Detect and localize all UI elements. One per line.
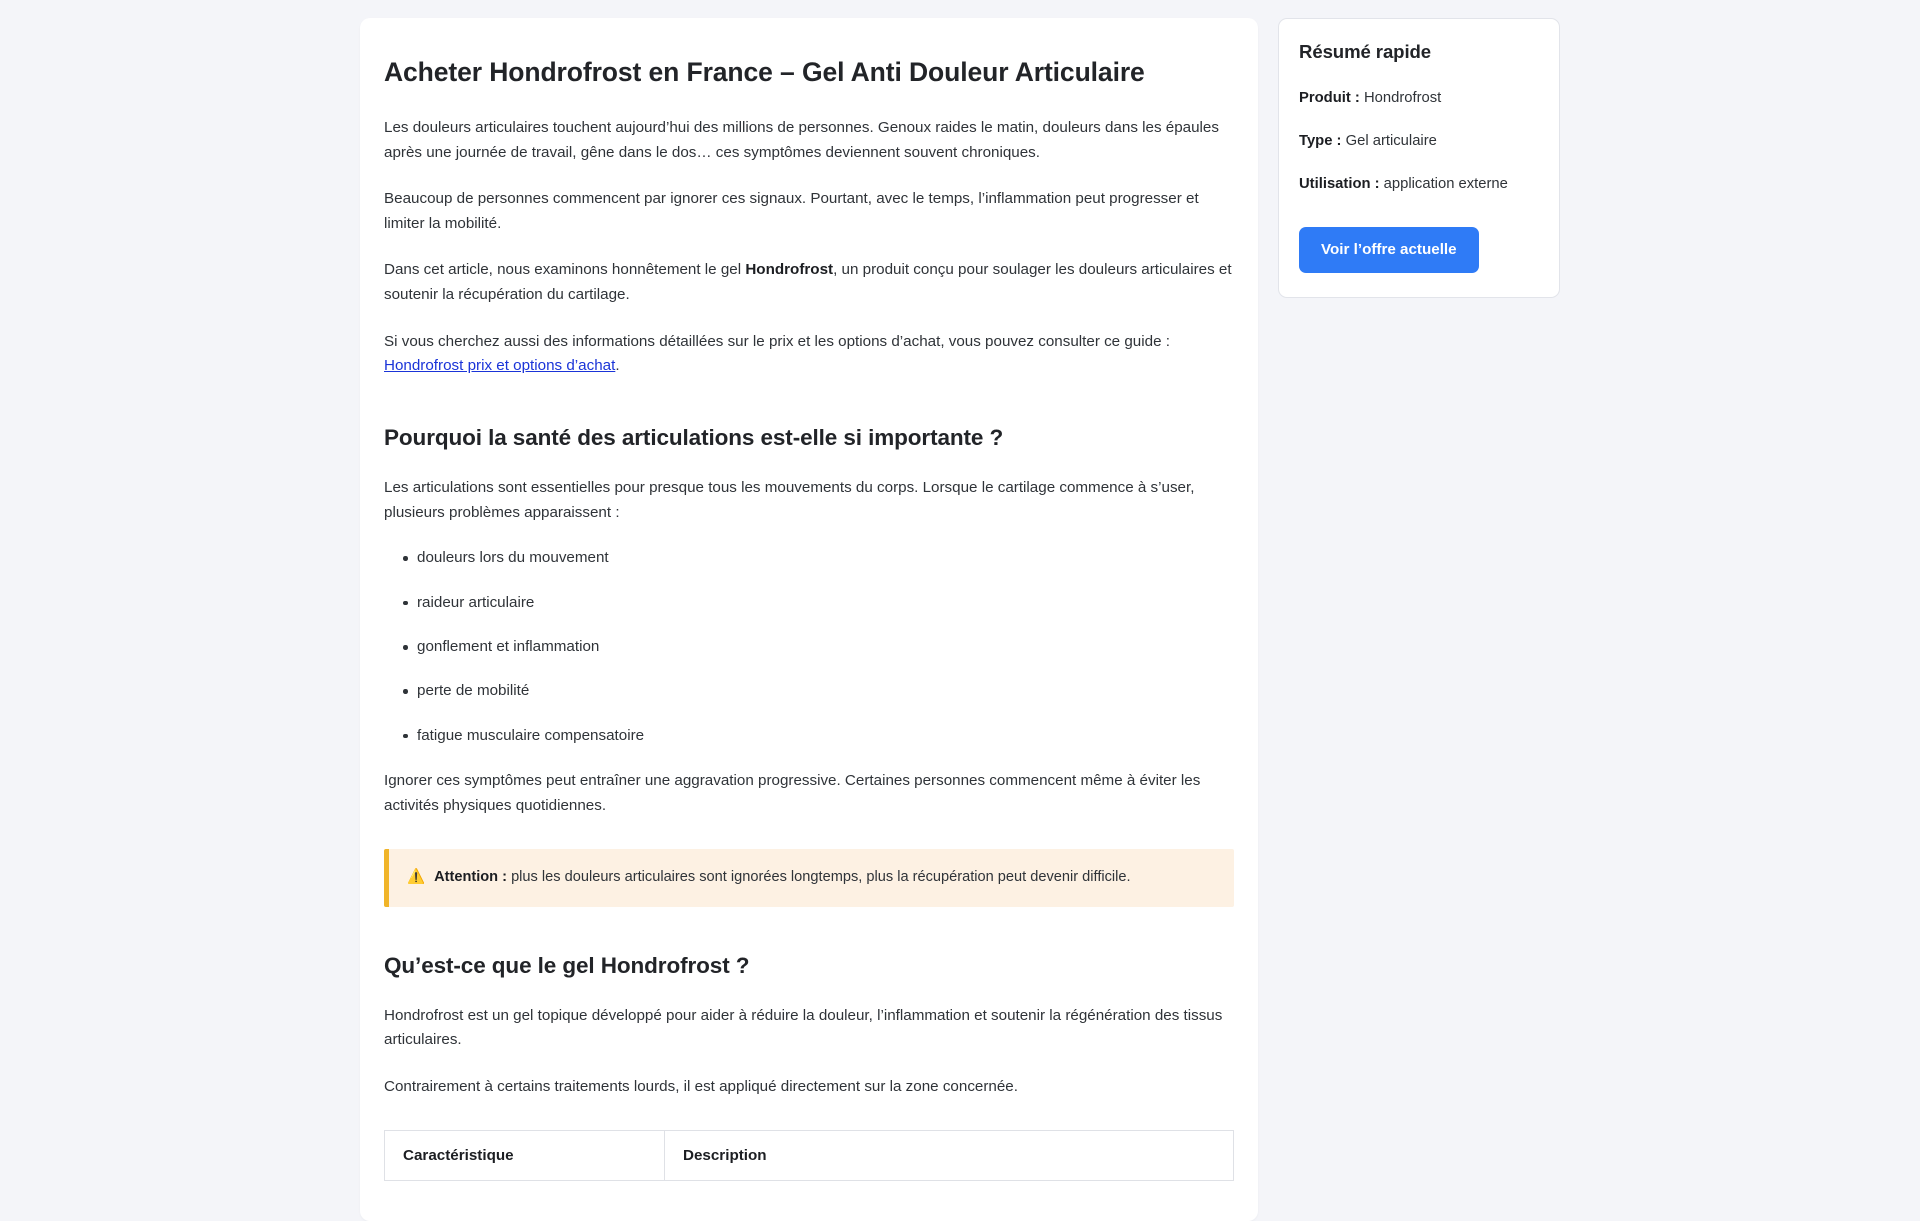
summary-value-usage: application externe [1379,176,1508,193]
summary-value-product: Hondrofrost [1359,90,1442,106]
section-heading-product: Qu’est-ce que le gel Hondrofrost ? [384,952,750,978]
table-header-row [385,1130,1234,1180]
summary-key-usage: Utilisation : [1299,176,1380,193]
article-body [384,56,1234,1181]
price-guide-link[interactable]: Hondrofrost prix et options d’achat [384,357,616,375]
sidebar [1278,18,1560,298]
intro-paragraph-2: Beaucoup de personnes commencent par ignorer ces signaux. Pourtant, avec le temps, l’inflammation peut progresser et limiter la mobilité. [384,190,1199,232]
symptom-list [384,547,1234,747]
warning-message: plus les douleurs articulaires sont ignorées longtemps, plus la récupération peut devenir difficile. [507,868,1131,885]
page-title: Acheter Hondrofrost en France – Gel Anti Douleur Articulaire [384,57,1145,87]
specification-table [384,1130,1234,1181]
list-item: douleurs lors du mouvement [417,547,1234,570]
joints-closing-paragraph: Ignorer ces symptômes peut entraîner une aggravation progressive. Certaines personnes commencent même à éviter les activités physiques quotidiennes. [384,772,1201,815]
intro-p4-after: . [615,357,620,375]
intro-p3-after: , un produit conçu pour soulager les douleurs articulaires et soutenir la récupération du cartilage. [384,261,1232,304]
warning-icon: ⚠️ [407,868,426,885]
product-paragraph-1: Hondrofrost est un gel topique développé pour aider à réduire la douleur, l’inflammation et soutenir la régénération des tissus articulaires. [384,1006,1223,1049]
list-item: fatigue musculaire compensatoire [417,725,1234,748]
section-heading-joints: Pourquoi la santé des articulations est-elle si importante ? [384,424,1004,450]
intro-paragraph-1: Les douleurs articulaires touchent aujourd’hui des millions de personnes. Genoux raides le matin, douleurs dans les épaules après une journée de travail, gêne dans le dos… ces symptômes deviennent souvent chroniques. [384,118,1219,161]
column-header-feature: Caractéristique [385,1130,665,1180]
intro-paragraph-3 [384,258,1234,307]
list-item: gonflement et inflammation [417,636,1234,659]
quick-summary-card [1278,18,1560,298]
summary-row-usage [1299,173,1539,195]
intro-paragraph-4 [384,330,1234,379]
content-layout [360,18,1560,1221]
joints-lead-paragraph: Les articulations sont essentielles pour presque tous les mouvements du corps. Lorsque le cartilage commence à s’user, plusieurs problèmes apparaissent : [384,479,1195,521]
summary-key-type: Type : [1299,133,1342,150]
view-offer-button[interactable]: Voir l’offre actuelle [1299,227,1479,273]
warning-callout-text [434,867,1131,889]
warning-label: Attention : [434,868,508,885]
article-card [360,18,1258,1221]
warning-callout [384,849,1234,907]
summary-row-type [1299,130,1539,152]
specification-table-head [385,1130,1234,1180]
product-name-bold: Hondrofrost [745,261,834,279]
summary-key-product: Produit : [1299,90,1360,106]
column-header-description: Description [665,1130,1234,1180]
product-paragraph-2: Contrairement à certains traitements lourds, il est appliqué directement sur la zone concernée. [384,1078,1018,1096]
intro-p4-before: Si vous cherchez aussi des informations détaillées sur le prix et les options d’achat, vous pouvez consulter ce guide : [384,332,1170,350]
intro-p3-before: Dans cet article, nous examinons honnêtement le gel [384,261,746,279]
list-item: raideur articulaire [417,592,1234,615]
list-item: perte de mobilité [417,680,1234,703]
summary-value-type: Gel articulaire [1341,133,1437,150]
summary-row-product [1299,87,1539,109]
summary-title: Résumé rapide [1299,41,1432,62]
